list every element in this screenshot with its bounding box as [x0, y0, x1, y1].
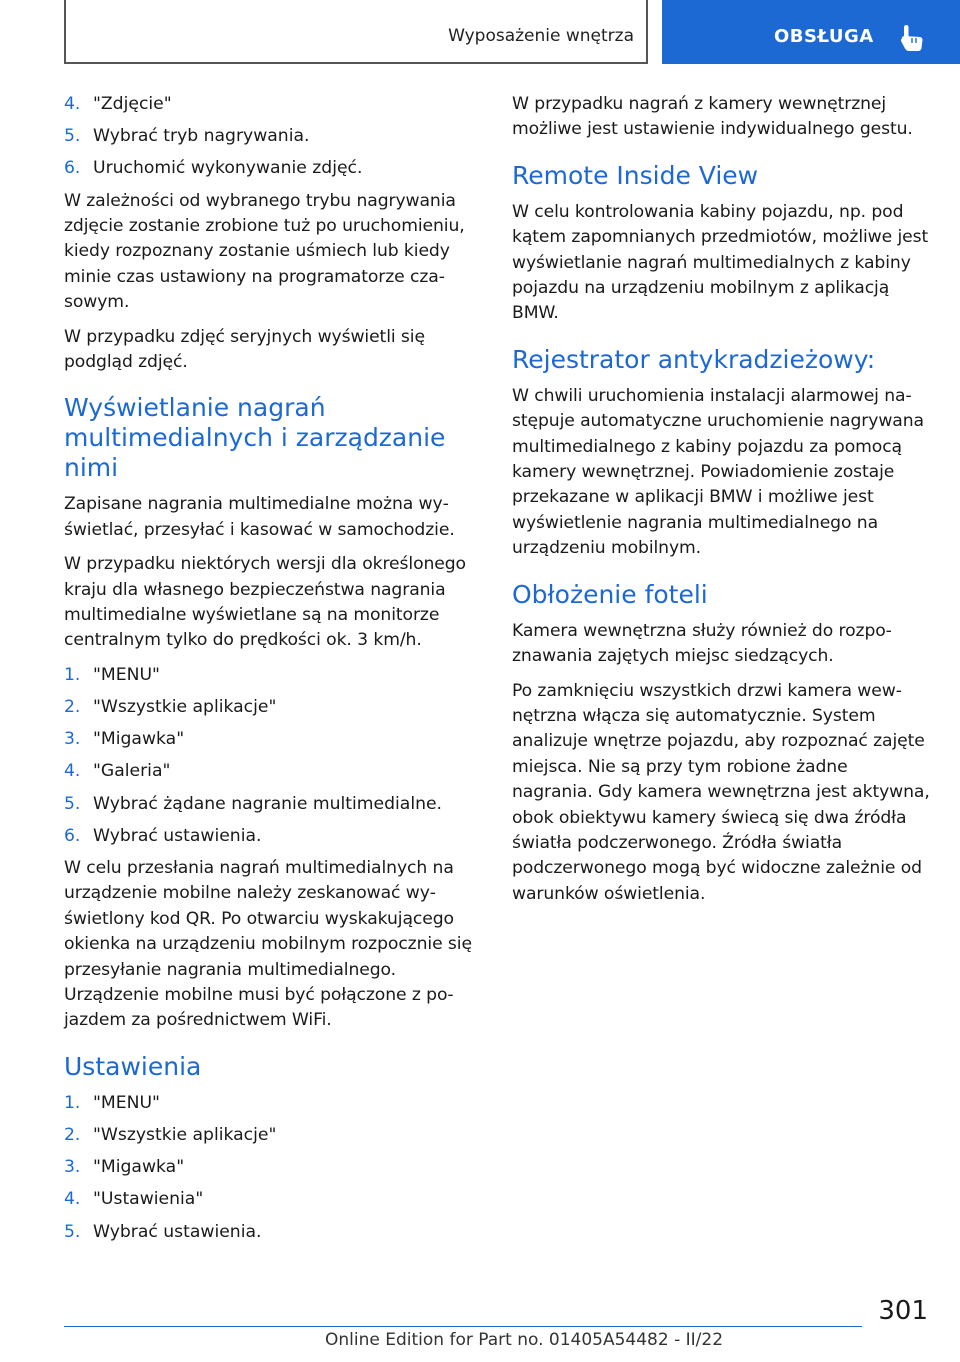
list-item — [64, 695, 484, 720]
page-number: 301 — [878, 1296, 928, 1326]
paragraph: W przypadku zdjęć seryjnych wyświetli się podgląd zdjęć. — [64, 326, 425, 372]
section-heading: Obłożenie foteli — [512, 579, 708, 609]
step-number: 4. — [64, 761, 81, 782]
step-number: 5. — [64, 1221, 81, 1242]
step-number: 1. — [64, 664, 81, 685]
paragraph: Zapisane nagrania multimedialne można wyświetlać, przesyłać i kasować w samochodzie. — [64, 494, 455, 540]
list-item — [64, 156, 484, 181]
pointing-hand-icon — [898, 24, 924, 52]
paragraph: Kamera wewnętrzna służy również do rozpoznawania zajętych miejsc siedzących. — [512, 620, 892, 667]
step-text: "Migawka" — [93, 729, 185, 750]
list-item — [64, 124, 484, 149]
step-text: Wybrać ustawienia. — [93, 825, 262, 846]
paragraph: W celu przesłania nagrań multimedialnych na urządzenie mobilne należy zeskanować wyświetlony kod QR. Po otwarciu wyskakującego okienka na urządzeniu mobilnym rozpocznie się przesyłanie nagrania multimedialnego. Urządzenie mobilne musi być połączone z pojazdem za pośrednictwem WiFi. — [64, 857, 472, 1031]
list-item — [64, 824, 484, 849]
header-box — [64, 0, 648, 64]
step-text: Wybrać tryb nagrywania. — [93, 126, 310, 147]
steps-settings — [64, 1091, 484, 1245]
step-number: 3. — [64, 1157, 81, 1178]
step-number: 5. — [64, 793, 81, 814]
step-text: "Ustawienia" — [93, 1189, 204, 1210]
section-heading: Wyświetlanie nagrań multimedialnych i zarządzanie nimi — [64, 393, 446, 483]
list-item — [64, 663, 484, 688]
section-heading: Rejestrator antykradzieżowy: — [512, 344, 876, 374]
paragraph: W celu kontrolowania kabiny pojazdu, np. pod kątem zapomnianych przedmiotów, możliwe jest wyświetlanie nagrań multimedialnych z kabiny pojazdu na urządzeniu mobilnym z aplikacją BMW. — [512, 201, 929, 324]
step-number: 1. — [64, 1092, 81, 1113]
list-item — [64, 759, 484, 784]
footer-divider — [64, 1326, 862, 1327]
left-column — [64, 92, 484, 1252]
right-column — [512, 92, 932, 916]
step-text: Uruchomić wykonywanie zdjęć. — [93, 158, 363, 179]
steps-photo — [64, 92, 484, 181]
list-item — [64, 1091, 484, 1116]
list-item — [64, 792, 484, 817]
step-number: 3. — [64, 729, 81, 750]
step-text: "Migawka" — [93, 1157, 185, 1178]
list-item — [64, 1155, 484, 1180]
section-tab — [662, 0, 960, 64]
section-tab-label: OBSŁUGA — [774, 26, 874, 47]
step-text: "MENU" — [93, 664, 160, 685]
step-text: "Wszystkie aplikacje" — [93, 1125, 277, 1145]
section-heading: Remote Inside View — [512, 160, 759, 190]
list-item — [64, 1187, 484, 1212]
step-text: "Galeria" — [93, 761, 171, 782]
step-text: "Wszystkie aplikacje" — [93, 697, 277, 718]
step-number: 4. — [64, 94, 81, 114]
step-text: "Zdjęcie" — [93, 94, 172, 114]
step-number: 6. — [64, 158, 81, 179]
header-title: Wyposażenie wnętrza — [448, 26, 634, 46]
paragraph: W chwili uruchomienia instalacji alarmowej następuje automatyczne uruchomienie nagrywana multimedialnego z kabiny pojazdu za pomocą kamery wewnętrznej. Powiadomienie zostaje przekazane w aplikacji BMW i możliwe jest wyświetlenie nagrania multimedialnego na urządzeniu mobilnym. — [512, 385, 924, 559]
step-number: 2. — [64, 1125, 81, 1145]
list-item — [64, 1220, 484, 1245]
footer-edition: Online Edition for Part no. 01405A54482 - II/22 — [325, 1330, 724, 1350]
step-text: Wybrać ustawienia. — [93, 1221, 262, 1242]
step-text: Wybrać żądane nagranie multimedialne. — [93, 793, 443, 814]
paragraph: W przypadku niektórych wersji dla określonego kraju dla własnego bezpieczeństwa nagrania multimedialne wyświetlane są na monitorze centralnym tylko do prędkości ok. 3 km/h. — [64, 554, 466, 651]
list-item — [64, 727, 484, 752]
steps-gallery — [64, 663, 484, 849]
paragraph: Po zamknięciu wszystkich drzwi kamera wewnętrzna włącza się automatycznie. System analizuje wnętrze pojazdu, aby rozpoznać zajęte miejsca. Nie są przy tym robione żadne nagrania. Gdy kamera wewnętrzna jest aktywna, obok obiektywu kamery świecą się dwa źródła światła podczerwonego. Źródła światła podczerwonego mogą być widoczne zależnie od warunków oświetlenia. — [512, 680, 930, 904]
step-number: 4. — [64, 1189, 81, 1210]
section-heading: Ustawienia — [64, 1051, 202, 1081]
paragraph: W zależności od wybranego trybu nagrywania zdjęcie zostanie zrobione tuż po uruchomieniu, kiedy rozpoznany zostanie uśmiech lub kiedy minie czas ustawiony na programatorze czasowym. — [64, 190, 465, 313]
list-item — [64, 1123, 484, 1148]
step-number: 2. — [64, 697, 81, 718]
step-number: 6. — [64, 825, 81, 846]
list-item — [64, 92, 484, 117]
step-text: "MENU" — [93, 1092, 160, 1113]
step-number: 5. — [64, 126, 81, 147]
paragraph: W przypadku nagrań z kamery wewnętrznej możliwe jest ustawienie indywidualnego gestu. — [512, 94, 913, 140]
